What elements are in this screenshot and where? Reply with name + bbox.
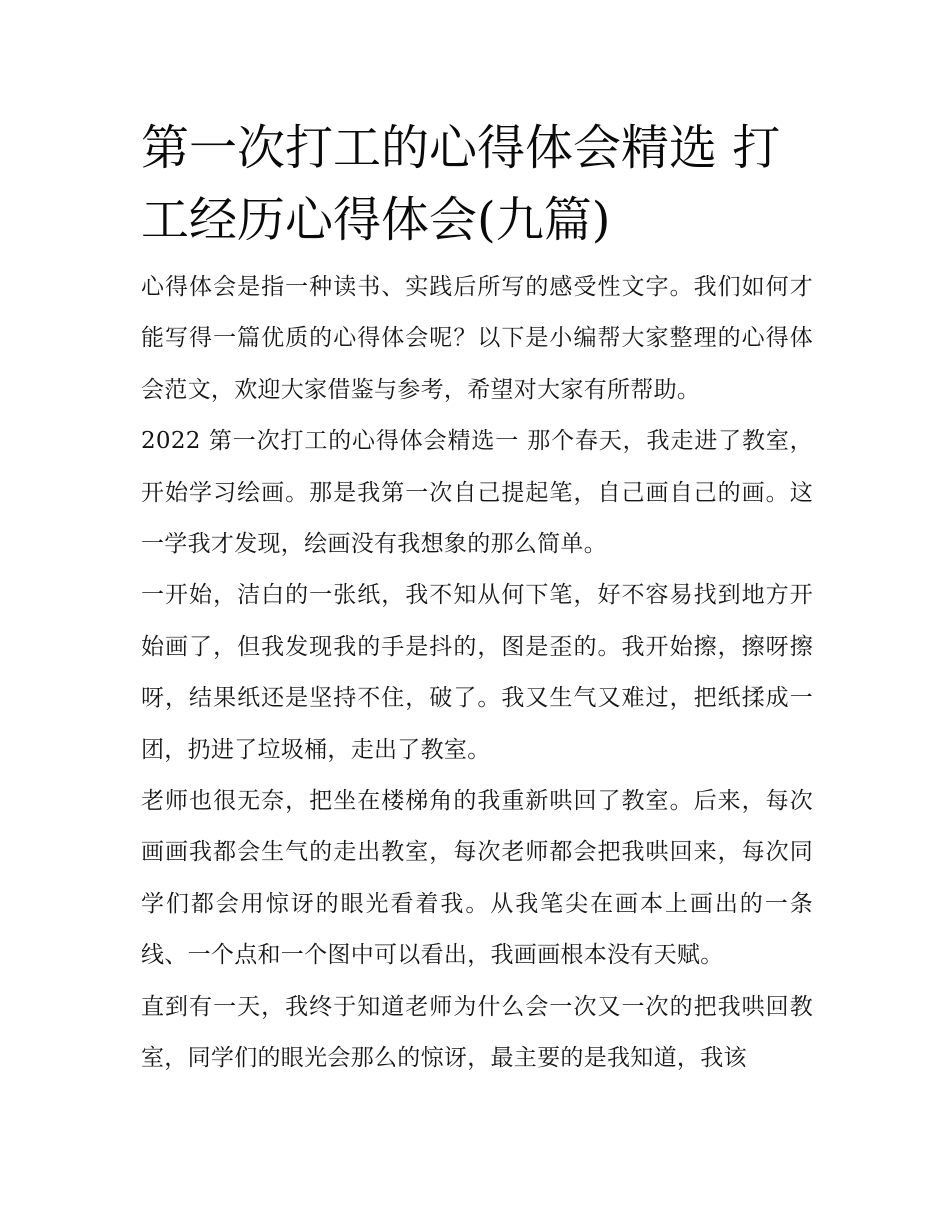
paragraph-4: 直到有一天，我终于知道老师为什么会一次又一次的把我哄回教室，同学们的眼光会那么的惊讶，最主要的是我知道，我该 [141,993,813,1072]
document-body [141,262,813,1085]
document-content [141,112,813,1085]
paragraph-intro: 心得体会是指一种读书、实践后所写的感受性文字。我们如何才能写得一篇优质的心得体会呢？以下是小编帮大家整理的心得体会范文，欢迎大家借鉴与参考，希望对大家有所帮助。 [141,274,813,403]
paragraph-1: 2022 第一次打工的心得体会精选一 那个春天，我走进了教室，开始学习绘画。那是我第一次自己提起笔，自己画自己的画。这一学我才发现，绘画没有我想象的那么简单。 [141,428,813,558]
document-title: 第一次打工的心得体会精选 打工经历心得体会(九篇) [141,120,781,248]
paragraph-3: 老师也很无奈，把坐在楼梯角的我重新哄回了教室。后来，每次画画我都会生气的走出教室，每次老师都会把我哄回来，每次同学们都会用惊讶的眼光看着我。从我笔尖在画本上画出的一条线、一个点和一个图中可以看出，我画画根本没有天赋。 [141,788,813,969]
paragraph-2: 一开始，洁白的一张纸，我不知从何下笔，好不容易找到地方开始画了，但我发现我的手是抖的，图是歪的。我开始擦，擦呀擦呀，结果纸还是坚持不住，破了。我又生气又难过，把纸揉成一团，扔进了垃圾桶，走出了教室。 [141,582,813,763]
